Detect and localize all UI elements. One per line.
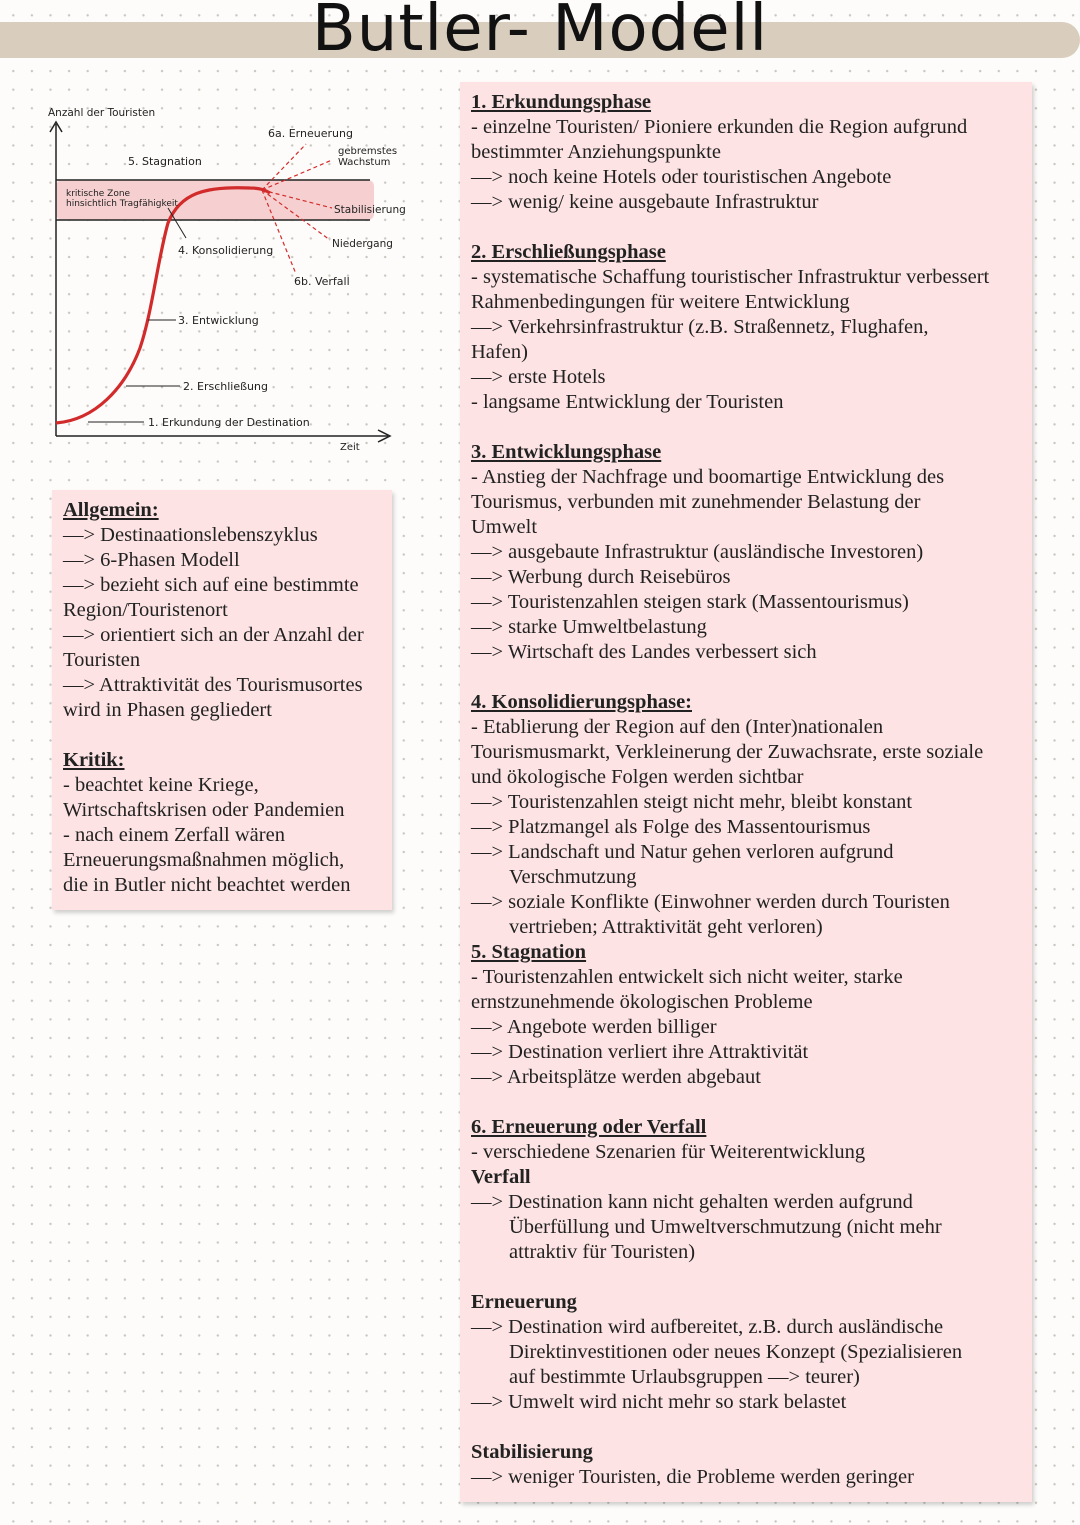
verfall-line: attraktiv für Touristen)	[509, 1241, 696, 1263]
phase-3-line: —> ausgebaute Infrastruktur (ausländische Investoren)	[471, 541, 924, 563]
phase-2-line: - langsame Entwicklung der Touristen	[471, 391, 784, 413]
scenario-label-niedergang: Niedergang	[332, 238, 393, 250]
phase-3-line: - Anstieg der Nachfrage und boomartige Entwicklung des	[471, 466, 945, 488]
allgemein-card	[52, 490, 392, 910]
allgemein-line: —> Attraktivität des Tourismusortes	[63, 674, 363, 696]
verfall-heading: Verfall	[471, 1166, 531, 1188]
scenario-label-wachstum: Wachstum	[338, 157, 391, 168]
erneuerung-heading: Erneuerung	[471, 1291, 577, 1313]
verfall-line: Überfüllung und Umweltverschmutzung (nicht mehr	[509, 1216, 942, 1238]
phase-5-line: ernstzunehmende ökologischen Probleme	[471, 991, 813, 1013]
phase-3-line: —> Wirtschaft des Landes verbessert sich	[471, 641, 817, 663]
zone-label-1: kritische Zone	[66, 189, 131, 199]
phase-4-line: vertrieben; Attraktivität geht verloren)	[509, 916, 823, 938]
phase-2-line: Rahmenbedingungen für weitere Entwicklung	[471, 291, 850, 313]
phase-2-line: Hafen)	[471, 341, 528, 363]
phase-4-line: —> soziale Konflikte (Einwohner werden durch Touristen	[471, 891, 950, 913]
phase-5-line: —> Arbeitsplätze werden abgebaut	[471, 1066, 761, 1088]
verfall-line: —> Destination kann nicht gehalten werden aufgrund	[471, 1191, 913, 1213]
phase-label-6b: 6b. Verfall	[294, 275, 350, 288]
erneuerung-line: auf bestimmte Urlaubsgruppen —> teurer)	[509, 1366, 860, 1388]
phase-4-heading: 4. Konsolidierungsphase:	[471, 691, 692, 713]
erneuerung-line: —> Umwelt wird nicht mehr so stark belastet	[471, 1391, 847, 1413]
phase-5-heading: 5. Stagnation	[471, 941, 587, 963]
kritik-line: Erneuerungsmaßnahmen möglich,	[63, 849, 345, 871]
phase-6-heading: 6. Erneuerung oder Verfall	[471, 1116, 707, 1138]
phase-label-5: 5. Stagnation	[128, 155, 202, 168]
phase-label-2: 2. Erschließung	[183, 380, 268, 393]
allgemein-line: —> orientiert sich an der Anzahl der	[63, 624, 364, 646]
allgemein-line: —> Destinaationslebenszyklus	[63, 524, 318, 546]
phase-1-heading: 1. Erkundungsphase	[471, 91, 652, 113]
phase-3-line: Umwelt	[471, 516, 538, 538]
phase-4-line: —> Touristenzahlen steigt nicht mehr, bleibt konstant	[471, 791, 913, 813]
phase-label-4: 4. Konsolidierung	[178, 244, 274, 257]
page-title: Butler- Modell	[311, 0, 769, 66]
y-axis-label: Anzahl der Touristen	[48, 107, 156, 119]
phase-label-6a: 6a. Erneuerung	[268, 127, 353, 140]
phase-1-line: —> wenig/ keine ausgebaute Infrastruktur	[471, 191, 819, 213]
phase-5-line: - Touristenzahlen entwickelt sich nicht weiter, starke	[471, 966, 903, 988]
kritik-line: die in Butler nicht beachtet werden	[63, 874, 351, 896]
allgemein-line: —> 6-Phasen Modell	[63, 549, 240, 571]
kritik-heading: Kritik:	[63, 749, 125, 771]
butler-chart	[40, 98, 420, 470]
zone-label-2: hinsichtlich Tragfähigkeit	[66, 199, 178, 209]
phase-1-line: bestimmter Anziehungspunkte	[471, 141, 721, 163]
phase-3-line: Tourismus, verbunden mit zunehmender Belastung der	[471, 491, 921, 513]
stabilisierung-line: —> weniger Touristen, die Probleme werden geringer	[471, 1466, 914, 1488]
kritik-line: - beachtet keine Kriege,	[63, 774, 259, 796]
phase-5-line: —> Destination verliert ihre Attraktivität	[471, 1041, 809, 1063]
phase-label-3: 3. Entwicklung	[178, 314, 259, 327]
phase-3-line: —> starke Umweltbelastung	[471, 616, 707, 638]
phase-1-line: - einzelne Touristen/ Pioniere erkunden die Region aufgrund	[471, 116, 968, 138]
phase-3-line: —> Werbung durch Reisebüros	[471, 566, 731, 588]
stabilisierung-heading: Stabilisierung	[471, 1441, 593, 1463]
scenario-label-stabil: Stabilisierung	[334, 204, 406, 216]
allgemein-line: wird in Phasen gegliedert	[63, 699, 272, 721]
allgemein-line: Touristen	[63, 649, 141, 671]
x-axis-label: Zeit	[340, 442, 360, 453]
butler-chart-svg	[40, 98, 420, 470]
allgemein-line: —> bezieht sich auf eine bestimmte	[63, 574, 359, 596]
kritik-line: - nach einem Zerfall wären	[63, 824, 285, 846]
phase-2-line: —> erste Hotels	[471, 366, 606, 388]
phase-3-line: —> Touristenzahlen steigen stark (Massentourismus)	[471, 591, 909, 613]
phases-card	[460, 82, 1032, 1502]
phase-2-line: - systematische Schaffung touristischer Infrastruktur verbessert	[471, 266, 990, 288]
kritik-line: Wirtschaftskrisen oder Pandemien	[63, 799, 345, 821]
phase-2-line: —> Verkehrsinfrastruktur (z.B. Straßennetz, Flughafen,	[471, 316, 929, 338]
phase-4-line: Tourismusmarkt, Verkleinerung der Zuwachsrate, erste soziale	[471, 741, 984, 763]
phase-label-1: 1. Erkundung der Destination	[148, 416, 310, 429]
allgemein-line: Region/Touristenort	[63, 599, 228, 621]
phase-4-line: —> Platzmangel als Folge des Massentourismus	[471, 816, 871, 838]
phase-4-line: - Etablierung der Region auf den (Inter)nationalen	[471, 716, 884, 738]
phase-5-line: —> Angebote werden billiger	[471, 1016, 717, 1038]
phase-3-heading: 3. Entwicklungsphase	[471, 441, 662, 463]
phase-4-line: und ökologische Folgen werden sichtbar	[471, 766, 804, 788]
phase-2-heading: 2. Erschließungsphase	[471, 241, 666, 263]
erneuerung-line: —> Destination wird aufbereitet, z.B. durch ausländische	[471, 1316, 944, 1338]
phase-1-line: —> noch keine Hotels oder touristischen Angebote	[471, 166, 892, 188]
scenario-label-gebremst: gebremstes	[338, 146, 398, 157]
erneuerung-line: Direktinvestitionen oder neues Konzept (Spezialisieren	[509, 1341, 963, 1363]
allgemein-heading: Allgemein:	[63, 499, 159, 521]
phase-4-line: —> Landschaft und Natur gehen verloren aufgrund	[471, 841, 894, 863]
phase-4-line: Verschmutzung	[509, 866, 637, 888]
phase-6-intro: - verschiedene Szenarien für Weiterentwicklung	[471, 1141, 866, 1163]
